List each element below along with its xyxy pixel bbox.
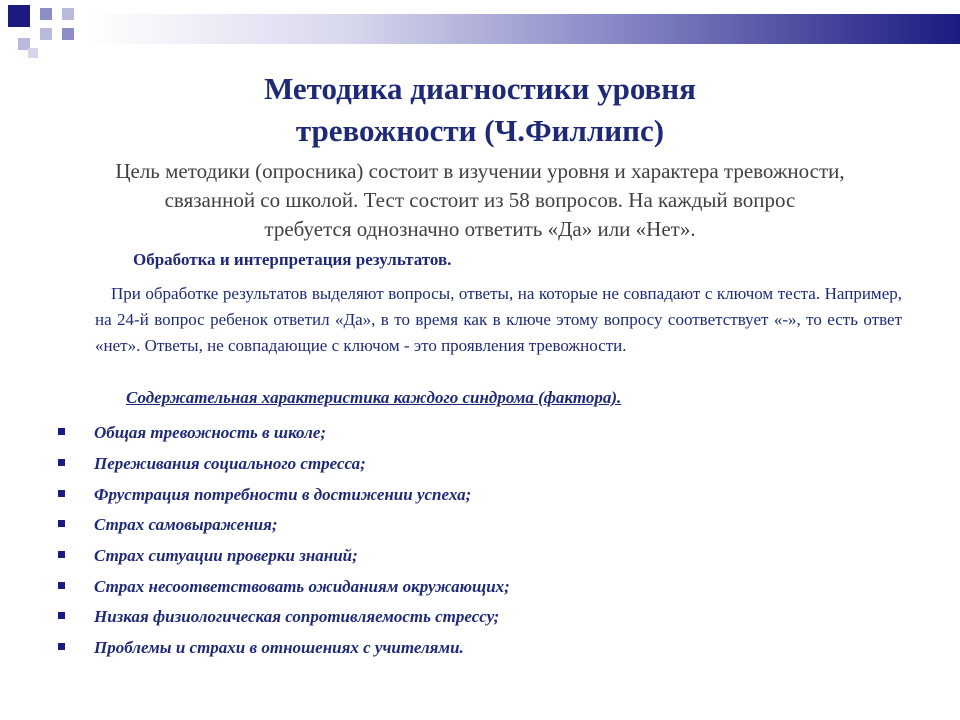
square-bullet-icon [58, 490, 65, 497]
square-bullet-icon [58, 551, 65, 558]
syndrome-item [58, 418, 510, 449]
slide-title-line-2: тревожности (Ч.Филлипс) [295, 113, 665, 148]
syndrome-item [58, 602, 510, 633]
slide-title [120, 68, 840, 152]
processing-paragraph: При обработке результатов выделяют вопросы, ответы, на которые не совпадают с ключом теста. Например, на 24-й вопрос ребенок ответил «Да», в то время как в ключе этому вопросу соответствует «-», то есть ответ «нет». Ответы, не совпадающие с ключом - это проявления тревожности. [95, 284, 902, 355]
decor-square [62, 28, 74, 40]
syndrome-item [58, 633, 510, 664]
square-bullet-icon [58, 612, 65, 619]
decor-square [28, 48, 38, 58]
processing-heading: Обработка и интерпретация результатов. [133, 250, 452, 269]
square-bullet-icon [58, 643, 65, 650]
syndromes-list [58, 418, 510, 664]
syndrome-item-text: Переживания социального стресса; [94, 454, 366, 474]
decor-square [40, 28, 52, 40]
header-gradient-bar [86, 14, 960, 44]
decor-square [62, 8, 74, 20]
syndrome-item-text: Страх самовыражения; [94, 515, 278, 535]
syndrome-item [58, 541, 510, 572]
syndrome-item-text: Общая тревожность в школе; [94, 423, 327, 443]
syndrome-item-text: Страх ситуации проверки знаний; [94, 546, 358, 566]
square-bullet-icon [58, 428, 65, 435]
syndromes-heading: Содержательная характеристика каждого синдрома (фактора). [126, 388, 622, 407]
square-bullet-icon [58, 459, 65, 466]
syndrome-item [58, 510, 510, 541]
intro-line-1: Цель методики (опросника) состоит в изучении уровня и характера тревожности, [115, 159, 845, 183]
decor-square-large [8, 5, 30, 27]
intro-line-2: связанной со школой. Тест состоит из 58 вопросов. На каждый вопрос [164, 188, 796, 212]
syndrome-item-text: Страх несоответствовать ожиданиям окружающих; [94, 576, 510, 596]
syndrome-item [58, 479, 510, 510]
syndrome-item-text: Низкая физиологическая сопротивляемость стрессу; [94, 607, 500, 627]
slide-title-line-1: Методика диагностики уровня [264, 71, 696, 106]
square-bullet-icon [58, 582, 65, 589]
syndrome-item [58, 571, 510, 602]
syndrome-item [58, 449, 510, 480]
square-bullet-icon [58, 520, 65, 527]
syndrome-item-text: Проблемы и страхи в отношениях с учителями. [94, 638, 464, 658]
syndrome-item-text: Фрустрация потребности в достижении успеха; [94, 484, 472, 504]
intro-line-3: требуется однозначно ответить «Да» или «Нет». [264, 217, 696, 241]
intro-paragraph [55, 157, 905, 244]
decor-square [40, 8, 52, 20]
